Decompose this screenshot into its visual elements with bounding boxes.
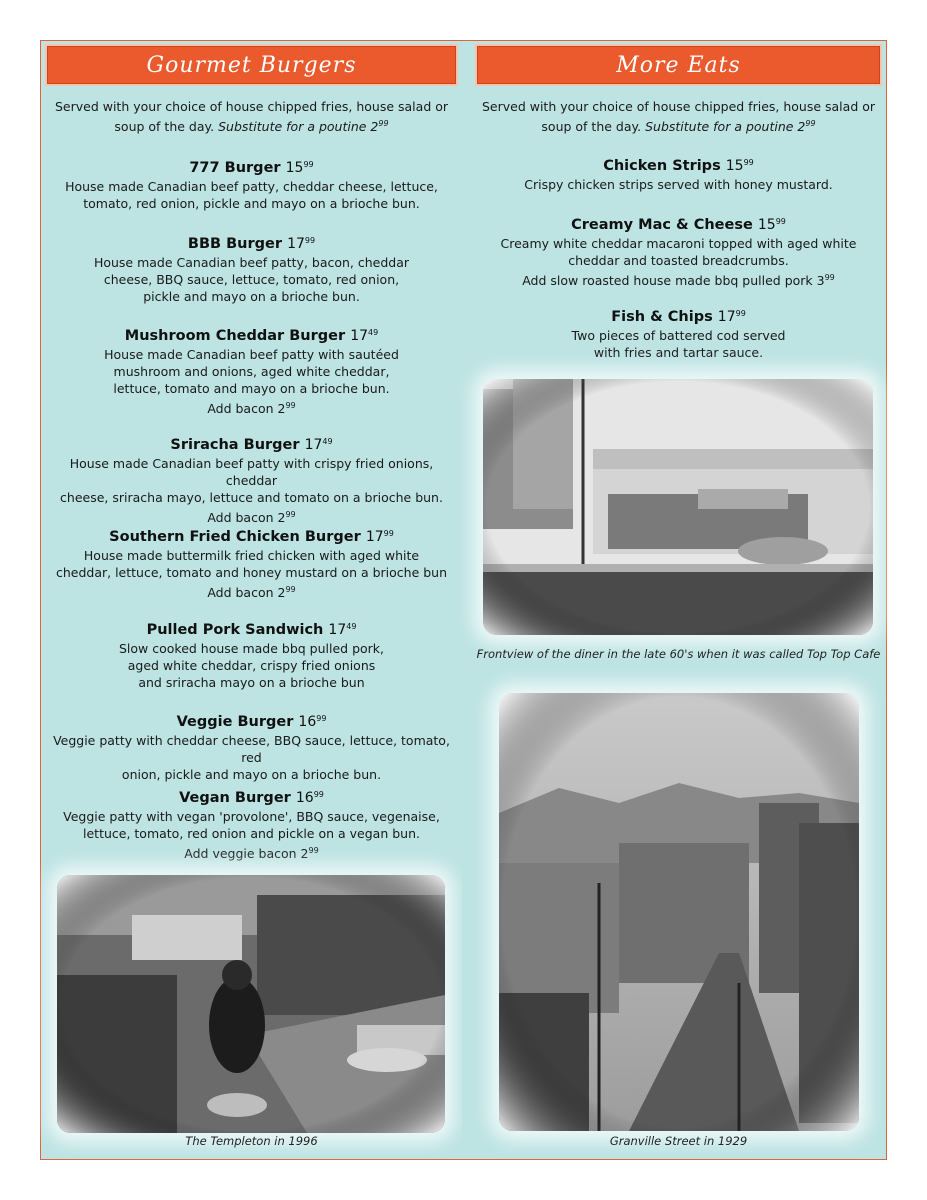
section-title: Gourmet Burgers — [146, 52, 357, 78]
column-divider — [462, 41, 471, 1159]
photo-caption: The Templeton in 1996 — [185, 1134, 318, 1148]
photo-caption: Granville Street in 1929 — [609, 1134, 748, 1148]
section-title: More Eats — [616, 52, 741, 78]
menu-item: Veggie Burger $16^{99}$ Veggie patty with cheddar cheese, BBQ sauce, lettuce, tomato, red onion, pickle and mayo on a brioche bun. — [53, 714, 450, 782]
more-eats-section — [471, 41, 886, 1159]
section-banner — [475, 44, 882, 86]
menu-page — [40, 40, 887, 1160]
menu-item: Chicken Strips $15^{99}$ Crispy chicken strips served with honey mustard. — [524, 158, 833, 192]
menu-item: Sriracha Burger $17^{49}$ House made Canadian beef patty with crispy fried onions, cheddar cheese, sriracha mayo, lettuce and tomato on a brioche bun. Add bacon $2^{99}$ — [60, 437, 443, 525]
diner-interior-photo — [57, 875, 445, 1133]
gourmet-burgers-section — [41, 41, 462, 1159]
menu-item: 777 Burger $15^{99}$ House made Canadian beef patty, cheddar cheese, lettuce, tomato, red onion, pickle and mayo on a brioche bun. — [65, 160, 438, 211]
photo-caption: Frontview of the diner in the late 60's when it was called Top Top Cafe — [476, 647, 881, 661]
menu-item: Mushroom Cheddar Burger $17^{49}$ House made Canadian beef patty with sautéed mushroom and onions, aged white cheddar, lettuce, tomato and mayo on a brioche bun. Add bacon $2^{99}$ — [104, 328, 399, 416]
menu-item: Vegan Burger $16^{99}$ Veggie patty with vegan 'provolone', BBQ sauce, vegenaise, lettuce, tomato, red onion and pickle on a vegan bun. Add veggie bacon $2^{99}$ — [63, 790, 440, 861]
menu-item: Pulled Pork Sandwich $17^{49}$ Slow cooked house made bbq pulled pork, aged white cheddar, crispy fried onions and sriracha mayo on a brioche bun — [118, 622, 385, 690]
menu-item: BBB Burger $17^{99}$ House made Canadian beef patty, bacon, cheddar cheese, BBQ sauce, lettuce, tomato, red onion, pickle and mayo on a brioche bun. — [93, 236, 410, 304]
section-intro: Served with your choice of house chipped fries, house salad or soup of the day. Substitute for a poutine $2^{99}$ — [54, 99, 449, 134]
menu-item: Creamy Mac & Cheese $15^{99}$ Creamy white cheddar macaroni topped with aged white cheddar and toasted breadcrumbs. Add slow roasted house made bbq pulled pork $3^{99}$ — [500, 217, 857, 288]
menu-item: Southern Fried Chicken Burger $17^{99}$ House made buttermilk fried chicken with aged white cheddar, lettuce, tomato and honey mustard on a brioche bun Add bacon $2^{99}$ — [55, 529, 448, 600]
menu-item: Fish & Chips $17^{99}$ Two pieces of battered cod served with fries and tartar sauce. — [571, 309, 786, 360]
section-banner — [45, 44, 458, 86]
granville-street-photo — [499, 693, 859, 1131]
storefront-photo — [483, 379, 873, 635]
section-intro: Served with your choice of house chipped fries, house salad or soup of the day. Substitute for a poutine $2^{99}$ — [481, 99, 876, 134]
